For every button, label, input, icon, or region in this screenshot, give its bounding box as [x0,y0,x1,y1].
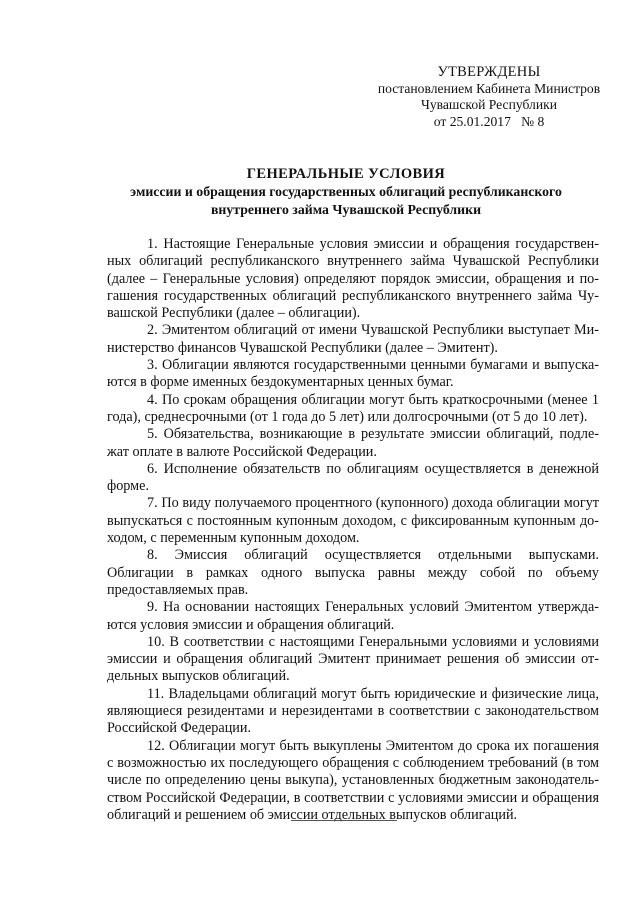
paragraph-11: 11. Владельцами облигаций могут быть юридические и физические лица, являющиеся резидентами и нерезидентами в соответствии с законодательством Российской Федерации. [107,685,599,737]
approval-line-3: от 25.01.2017 № 8 [433,113,545,129]
paragraph-5: 5. Обязательства, возникающие в результате эмиссии облигаций, подлежат оплате в валюте Российской Федерации. [107,426,599,460]
paragraph-4: 4. По срокам обращения облигации могут быть краткосрочными (менее 1 года), среднесрочными (от 1 года до 5 лет) или долгосрочными (от 5 до 10 лет). [107,391,599,425]
paragraph-10: 10. В соответствии с настоящими Генеральными условиями и условиями эмиссии и обращения облигаций Эмитент принимает решения об эмиссии отдельных выпусков облигаций. [107,633,599,685]
document-body [107,236,599,824]
paragraph-1: 1. Настоящие Генеральные условия эмиссии и обращения государственных облигаций республиканского внутреннего займа Чувашской Республики (далее – Генеральные условия) определяют порядок эмиссии, обращения и погашения государственных облигаций республиканского внутреннего займа Чувашской Республики (далее – облигации). [107,236,599,322]
closing-divider [291,820,397,821]
approval-block [360,64,618,130]
paragraph-7: 7. По виду получаемого процентного (купонного) дохода облигации могут выпускаться с постоянным купонным доходом, с фиксированным купонным доходом, с переменным купонным доходом. [107,495,599,547]
paragraph-3: 3. Облигации являются государственными ценными бумагами и выпускаются в форме именных бездокументарных ценных бумаг. [107,357,599,391]
document-subtitle-line-2: внутреннего займа Чувашской Республики [210,201,482,217]
paragraph-12: 12. Облигации могут быть выкуплены Эмитентом до срока их погашения с возможностью их последующего обращения с соблюдением требований (в том числе по определению цены выкупа), установленных бюджетным законодательством Российской Федерации, в соответствии с условиями эмиссии и обращения облигаций и решением об эмиссии отдельных выпусков облигаций. [107,737,599,823]
approval-title: УТВЕРЖДЕНЫ [437,64,541,80]
paragraph-9: 9. На основании настоящих Генеральных условий Эмитентом утверждаются условия эмиссии и обращения облигаций. [107,599,599,633]
approval-line-1: постановлением Кабинета Министров [377,80,601,96]
paragraph-2: 2. Эмитентом облигаций от имени Чувашской Республики выступает Министерство финансов Чувашской Республики (далее – Эмитент). [107,322,599,356]
approval-line-2: Чувашской Республики [421,97,557,112]
paragraph-6: 6. Исполнение обязательств по облигациям осуществляется в денежной форме. [107,460,599,495]
paragraph-8: 8. Эмиссия облигаций осуществляется отдельными выпусками. Облигации в рамках одного выпуска равны между собой по объему предоставляемых прав. [107,547,599,598]
document-subtitle-line-1: эмиссии и обращения государственных облигаций республиканского [130,184,562,199]
document-title: ГЕНЕРАЛЬНЫЕ УСЛОВИЯ [246,166,446,182]
document-heading [100,165,592,218]
